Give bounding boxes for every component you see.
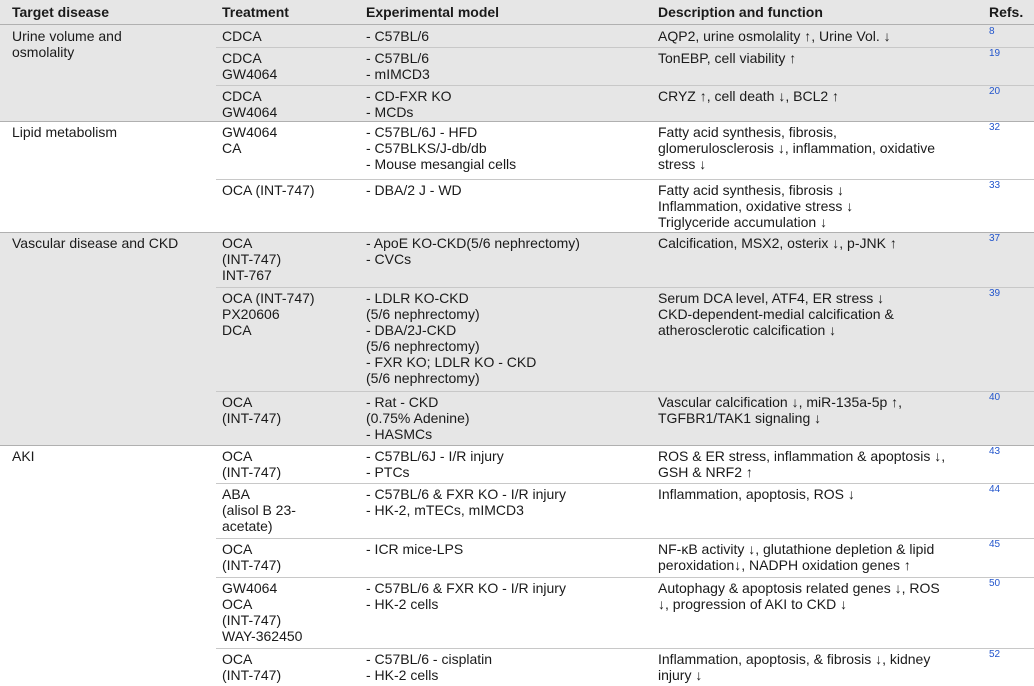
experimental-model-cell: - C57BL/6J - HFD - C57BLKS/J-db/db - Mouse mesangial cells [366, 124, 517, 172]
reference-link[interactable]: 52 [989, 649, 1001, 660]
target-disease-cell: AKI [12, 448, 35, 464]
header-treatment: Treatment [222, 4, 289, 20]
description-cell: CRYZ ↑, cell death ↓, BCL2 ↑ [658, 88, 840, 104]
description-cell: ROS & ER stress, inflammation & apoptosis ↓, GSH & NRF2 ↑ [658, 448, 946, 480]
experimental-model-cell: - ApoE KO-CKD(5/6 nephrectomy) - CVCs [366, 235, 580, 267]
description-cell: AQP2, urine osmolality ↑, Urine Vol. ↓ [658, 28, 891, 44]
header-refs: Refs. [989, 4, 1024, 20]
treatment-cell: OCA (INT-747) [222, 448, 282, 480]
reference-link[interactable]: 43 [989, 446, 1001, 457]
row-divider [216, 538, 1034, 539]
experimental-model-cell: - C57BL/6 - mIMCD3 [366, 50, 430, 82]
treatment-cell: GW4064 CA [222, 124, 278, 156]
description-cell: Vascular calcification ↓, miR-135a-5p ↑, TGFBR1/TAK1 signaling ↓ [658, 394, 903, 426]
experimental-model-cell: - DBA/2 J - WD [366, 182, 462, 198]
experimental-model-cell: - Rat - CKD (0.75% Adenine) - HASMCs [366, 394, 470, 442]
treatment-cell: OCA (INT-747) [222, 394, 282, 426]
reference-link[interactable]: 40 [989, 392, 1001, 403]
row-divider [216, 483, 1034, 484]
reference-link[interactable]: 44 [989, 484, 1001, 495]
description-cell: Fatty acid synthesis, fibrosis, glomerulosclerosis ↓, inflammation, oxidative stress ↓ [658, 124, 935, 172]
description-cell: Inflammation, apoptosis, & fibrosis ↓, kidney injury ↓ [658, 651, 931, 683]
description-cell: Serum DCA level, ATF4, ER stress ↓ CKD-dependent-medial calcification & atherosclerotic calcification ↓ [658, 290, 894, 338]
description-cell: TonEBP, cell viability ↑ [658, 50, 797, 66]
treatment-cell: CDCA GW4064 [222, 88, 278, 120]
treatment-cell: OCA (INT-747) PX20606 DCA [222, 290, 315, 338]
table-header [0, 0, 1034, 25]
treatment-cell: CDCA [222, 28, 262, 44]
row-divider [216, 391, 1034, 392]
treatment-cell: CDCA GW4064 [222, 50, 278, 82]
target-disease-cell: Urine volume and osmolality [12, 28, 122, 60]
description-cell: Calcification, MSX2, osterix ↓, p-JNK ↑ [658, 235, 897, 251]
group-divider [0, 232, 1034, 233]
treatment-cell: ABA (alisol B 23- acetate) [222, 486, 296, 534]
treatment-cell: OCA (INT-747) [222, 541, 282, 573]
reference-link[interactable]: 33 [989, 180, 1001, 191]
treatment-cell: GW4064 OCA (INT-747) WAY-362450 [222, 580, 303, 644]
reference-link[interactable]: 32 [989, 122, 1001, 133]
reference-link[interactable]: 20 [989, 86, 1001, 97]
experimental-model-cell: - ICR mice-LPS [366, 541, 464, 557]
header-target-disease: Target disease [12, 4, 110, 20]
reference-link[interactable]: 8 [989, 26, 995, 37]
description-cell: NF-κB activity ↓, glutathione depletion & lipid peroxidation↓, NADPH oxidation genes ↑ [658, 541, 935, 573]
target-disease-cell: Lipid metabolism [12, 124, 118, 140]
experimental-model-cell: - C57BL/6 & FXR KO - I/R injury - HK-2 cells [366, 580, 566, 612]
group-divider [0, 445, 1034, 446]
treatment-cell: OCA (INT-747) [222, 651, 282, 683]
row-divider [216, 47, 1034, 48]
experimental-model-cell: - C57BL/6 [366, 28, 430, 44]
experimental-model-cell: - LDLR KO-CKD (5/6 nephrectomy) - DBA/2J-CKD (5/6 nephrectomy) - FXR KO; LDLR KO - CKD (5/6 nephrectomy) [366, 290, 537, 386]
treatment-cell: OCA (INT-747) [222, 182, 315, 198]
row-divider [216, 287, 1034, 288]
reference-link[interactable]: 19 [989, 48, 1001, 59]
description-cell: Fatty acid synthesis, fibrosis ↓ Inflammation, oxidative stress ↓ Triglyceride accumulation ↓ [658, 182, 854, 230]
treatment-cell: OCA (INT-747) INT-767 [222, 235, 282, 283]
row-divider [216, 648, 1034, 649]
reference-link[interactable]: 37 [989, 233, 1001, 244]
experimental-model-cell: - C57BL/6J - I/R injury - PTCs [366, 448, 504, 480]
reference-link[interactable]: 39 [989, 288, 1001, 299]
description-cell: Inflammation, apoptosis, ROS ↓ [658, 486, 855, 502]
reference-link[interactable]: 50 [989, 578, 1001, 589]
description-cell: Autophagy & apoptosis related genes ↓, ROS ↓, progression of AKI to CKD ↓ [658, 580, 940, 612]
group-divider [0, 121, 1034, 122]
reference-link[interactable]: 45 [989, 539, 1001, 550]
experimental-model-cell: - C57BL/6 & FXR KO - I/R injury - HK-2, mTECs, mIMCD3 [366, 486, 566, 518]
header-experimental-model: Experimental model [366, 4, 500, 20]
experimental-model-cell: - C57BL/6 - cisplatin - HK-2 cells [366, 651, 493, 683]
row-divider [216, 179, 1034, 180]
row-divider [216, 85, 1034, 86]
header-description: Description and function [658, 4, 823, 20]
row-divider [216, 577, 1034, 578]
experimental-model-cell: - CD-FXR KO - MCDs [366, 88, 452, 120]
target-disease-cell: Vascular disease and CKD [12, 235, 179, 251]
